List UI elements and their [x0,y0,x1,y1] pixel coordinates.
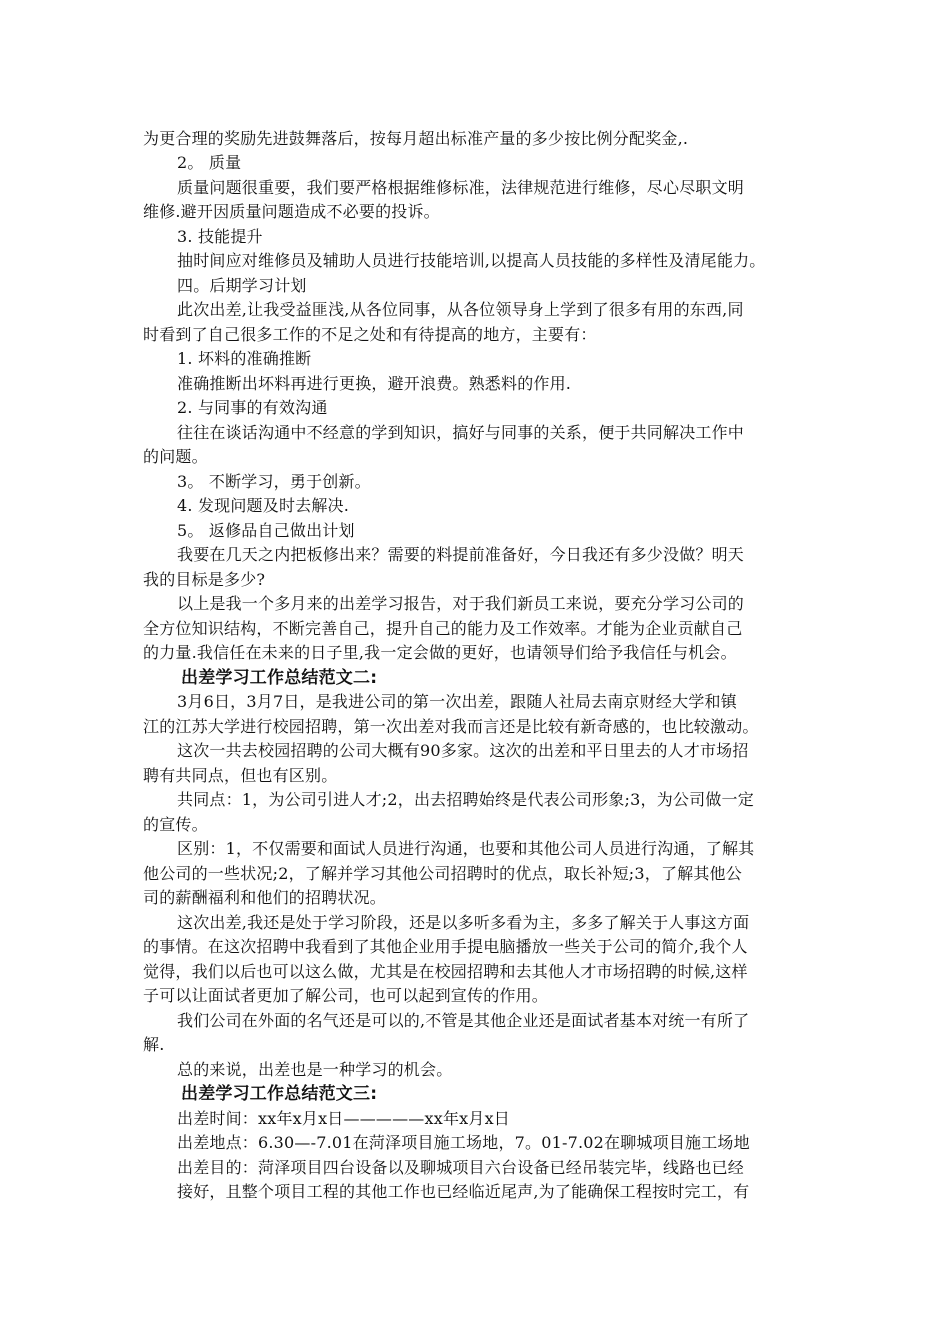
text-line: 以上是我一个多月来的出差学习报告，对于我们新员工来说，要充分学习公司的 [177,594,745,613]
list-item: 4. 发现问题及时去解决. [177,496,350,515]
section-heading: 出差学习工作总结范文三: [181,1084,378,1104]
list-item: 1. 坏料的准确推断 [177,349,312,368]
text-line: 江的江苏大学进行校园招聘，第一次出差对我而言还是比较有新奇感的，也比较激动。 [143,717,759,736]
text-line: 区别：1，不仅需要和面试人员进行沟通，也要和其他公司人员进行沟通，了解其 [177,839,755,858]
text-line: 准确推断出坏料再进行更换，避开浪费。熟悉料的作用. [177,374,572,393]
text-line: 为更合理的奖励先进鼓舞落后，按每月超出标准产量的多少按比例分配奖金,. [143,129,689,148]
list-item: 2。 质量 [177,153,242,172]
text-line: 的事情。在这次招聘中我看到了其他企业用手提电脑播放一些关于公司的简介,我个人 [143,937,748,956]
text-line: 接好，且整个项目工程的其他工作也已经临近尾声,为了能确保工程按时完工，有 [177,1182,750,1201]
list-item: 3。 不断学习，勇于创新。 [177,472,371,491]
text-line: 觉得，我们以后也可以这么做，尤其是在校园招聘和去其他人才市场招聘的时候,这样 [143,962,748,981]
text-line: 出差目的：菏泽项目四台设备以及聊城项目六台设备已经吊装完毕，线路也已经 [177,1158,745,1177]
text-line: 抽时间应对维修员及辅助人员进行技能培训,以提高人员技能的多样性及清尾能力。 [177,251,766,270]
text-line: 出差地点：6.30—-7.01在菏泽项目施工场地，7。01-7.02在聊城项目施工场地 [177,1133,750,1152]
text-line: 共同点：1，为公司引进人才;2，出去招聘始终是代表公司形象;3，为公司做一定 [177,790,754,809]
text-line: 我的目标是多少? [143,570,266,589]
text-line: 我要在几天之内把板修出来？需要的料提前准备好，今日我还有多少没做？明天 [177,545,745,564]
text-line: 维修.避开因质量问题造成不必要的投诉。 [143,202,440,221]
text-line: 的宣传。 [143,815,208,834]
text-line: 往往在谈话沟通中不经意的学到知识，搞好与同事的关系，便于共同解决工作中 [177,423,745,442]
section-heading: 出差学习工作总结范文二: [181,668,378,688]
text-line: 的力量.我信任在未来的日子里,我一定会做的更好，也请领导们给予我信任与机会。 [143,643,737,662]
list-item: 2. 与同事的有效沟通 [177,398,328,417]
text-line: 出差时间：xx年x月x日—————xx年x月x日 [177,1109,510,1128]
text-line: 的问题。 [143,447,208,466]
list-item: 5。 返修品自己做出计划 [177,521,355,540]
text-line: 我们公司在外面的名气还是可以的,不管是其他企业还是面试者基本对统一有所了 [177,1011,750,1030]
text-line: 他公司的一些状况;2，了解并学习其他公司招聘时的优点，取长补短;3，了解其他公 [143,864,742,883]
text-line: 司的薪酬福利和他们的招聘状况。 [143,888,387,907]
text-line: 子可以让面试者更加了解公司，也可以起到宣传的作用。 [143,986,549,1005]
text-line: 总的来说，出差也是一种学习的机会。 [177,1060,453,1079]
text-line: 这次一共去校园招聘的公司大概有90多家。这次的出差和平日里去的人才市场招 [177,741,749,760]
text-line: 时看到了自己很多工作的不足之处和有待提高的地方，主要有： [143,325,597,344]
text-line: 质量问题很重要，我们要严格根据维修标准，法律规范进行维修，尽心尽职文明 [177,178,745,197]
section-heading: 四。后期学习计划 [177,276,307,295]
text-line: 此次出差,让我受益匪浅,从各位同事，从各位领导身上学到了很多有用的东西,同 [177,300,744,319]
text-line: 3月6日，3月7日，是我进公司的第一次出差，跟随人社局去南京财经大学和镇 [177,692,737,711]
text-line: 全方位知识结构，不断完善自己，提升自己的能力及工作效率。才能为企业贡献自己 [143,619,743,638]
text-line: 这次出差,我还是处于学习阶段，还是以多听多看为主，多多了解关于人事这方面 [177,913,750,932]
text-line: 解. [143,1035,165,1054]
text-line: 聘有共同点，但也有区别。 [143,766,338,785]
list-item: 3. 技能提升 [177,227,263,246]
